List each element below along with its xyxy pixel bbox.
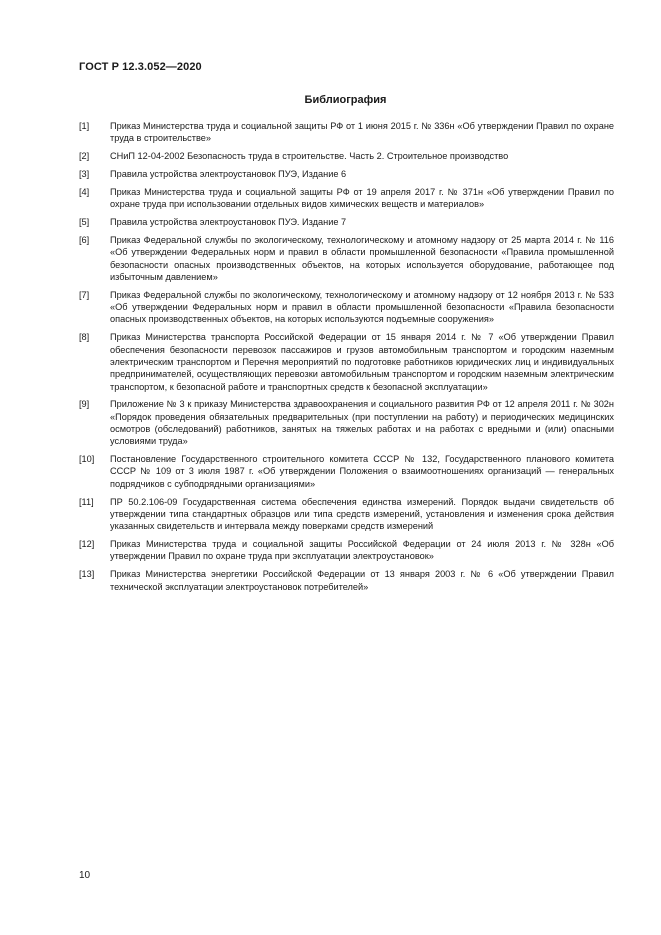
bibliography-number: [7] <box>79 289 90 300</box>
bibliography-item-7 <box>79 289 614 326</box>
bibliography-item-4 <box>79 186 614 211</box>
bibliography-number: [3] <box>79 169 90 180</box>
bibliography-number: [13] <box>79 569 95 580</box>
bibliography-text: Приложение № 3 к приказу Министерства здравоохранения и социального развития РФ от 12 апреля 2011 г. № 302н «Порядок проведения обязательных предварительных (при поступлении на работу) и периодических медицинских осмотров (обследований) работников, занятых на тяжелых работах и на работах с вредными и (или) опасными условиями труда» <box>110 399 614 447</box>
bibliography-text: Постановление Государственного строительного комитета СССР № 132, Государственного планового комитета СССР № 109 от 3 июля 1987 г. «Об утверждении Положения о взаимоотношениях организаций — генеральных подрядчиков с субподрядными организациями» <box>110 454 614 489</box>
bibliography-text: Приказ Министерства труда и социальной защиты Российской Федерации от 24 июля 2013 г. № 328н «Об утверждении Правил по охране труда при эксплуатации электроустановок» <box>110 539 614 562</box>
bibliography-text: Приказ Федеральной службы по экологическому, технологическому и атомному надзору от 12 ноября 2013 г. № 533 «Об утверждении Федеральных норм и правил в области промышленной безопасности «Правила безопасности опасных производственных объектов, на которых используются подъемные сооружения» <box>110 289 614 325</box>
bibliography-text: Приказ Министерства труда и социальной защиты РФ от 1 июня 2015 г. № 336н «Об утверждении Правил по охране труда в строительстве» <box>110 121 614 144</box>
bibliography-text: Приказ Министерства труда и социальной защиты РФ от 19 апреля 2017 г. № 371н «Об утверждении Правил по охране труда при использовании отдельных видов химических веществ и материалов» <box>110 186 614 210</box>
bibliography-item-3 <box>79 168 614 180</box>
bibliography-number: [4] <box>79 186 90 197</box>
bibliography-text: Приказ Министерства транспорта Российской Федерации от 15 января 2014 г. № 7 «Об утверждении Правил обеспечения безопасности перевозок пассажиров и грузов автомобильным транспортом и городским наземным электрическим транспортом и Перечня мероприятий по подготовке работников юридических лиц и индивидуальных предпринимателей, осуществляющих перевозки автомобильным транспортом и городским наземным электрическим транспортом, к безопасной работе и транспортных средств к безопасной эксплуатации» <box>110 332 614 392</box>
bibliography-text: ПР 50.2.106-09 Государственная система обеспечения единства измерений. Порядок выдачи свидетельств об утверждении типа стандартных образцов или типа средств измерений, установления и изменения срока действия указанных свидетельств и интервала между поверками средств измерений <box>110 496 614 532</box>
bibliography-item-6 <box>79 234 614 283</box>
section-title: Библиография <box>304 94 387 106</box>
bibliography-text: Приказ Министерства энергетики Российской Федерации от 13 января 2003 г. № 6 «Об утверждении Правил технической эксплуатации электроустановок потребителей» <box>110 569 614 592</box>
bibliography-item-2 <box>79 150 614 162</box>
document-id: ГОСТ Р 12.3.052—2020 <box>79 61 202 73</box>
bibliography-number: [10] <box>79 454 95 465</box>
bibliography-number: [8] <box>79 332 90 343</box>
bibliography-number: [12] <box>79 539 95 550</box>
bibliography-item-11 <box>79 496 614 533</box>
bibliography-text: Приказ Федеральной службы по экологическому, технологическому и атомному надзору от 25 марта 2014 г. № 116 «Об утверждении Федеральных норм и правил в области промышленной безопасности «Правила промышленной безопасности опасных производственных объектов, на которых используется оборудование, работающее под избыточным давлением» <box>110 235 614 282</box>
bibliography-item-13 <box>79 568 614 593</box>
bibliography-number: [6] <box>79 235 90 246</box>
bibliography-number: [1] <box>79 121 90 131</box>
bibliography-text: СНиП 12-04-2002 Безопасность труда в строительстве. Часть 2. Строительное производство <box>110 151 509 162</box>
bibliography-text: Правила устройства электроустановок ПУЭ. Издание 7 <box>110 217 347 228</box>
bibliography-item-9 <box>79 398 614 447</box>
bibliography-number: [5] <box>79 217 90 228</box>
bibliography-number: [9] <box>79 399 90 410</box>
bibliography-item-8 <box>79 331 614 392</box>
bibliography-item-1 <box>79 120 614 145</box>
bibliography-text: Правила устройства электроустановок ПУЭ, Издание 6 <box>110 169 347 180</box>
bibliography-list <box>79 120 614 599</box>
bibliography-item-12 <box>79 538 614 563</box>
page-number: 10 <box>79 870 91 881</box>
bibliography-item-10 <box>79 453 614 490</box>
bibliography-item-5 <box>79 216 614 228</box>
bibliography-number: [2] <box>79 151 90 162</box>
bibliography-number: [11] <box>79 496 94 507</box>
